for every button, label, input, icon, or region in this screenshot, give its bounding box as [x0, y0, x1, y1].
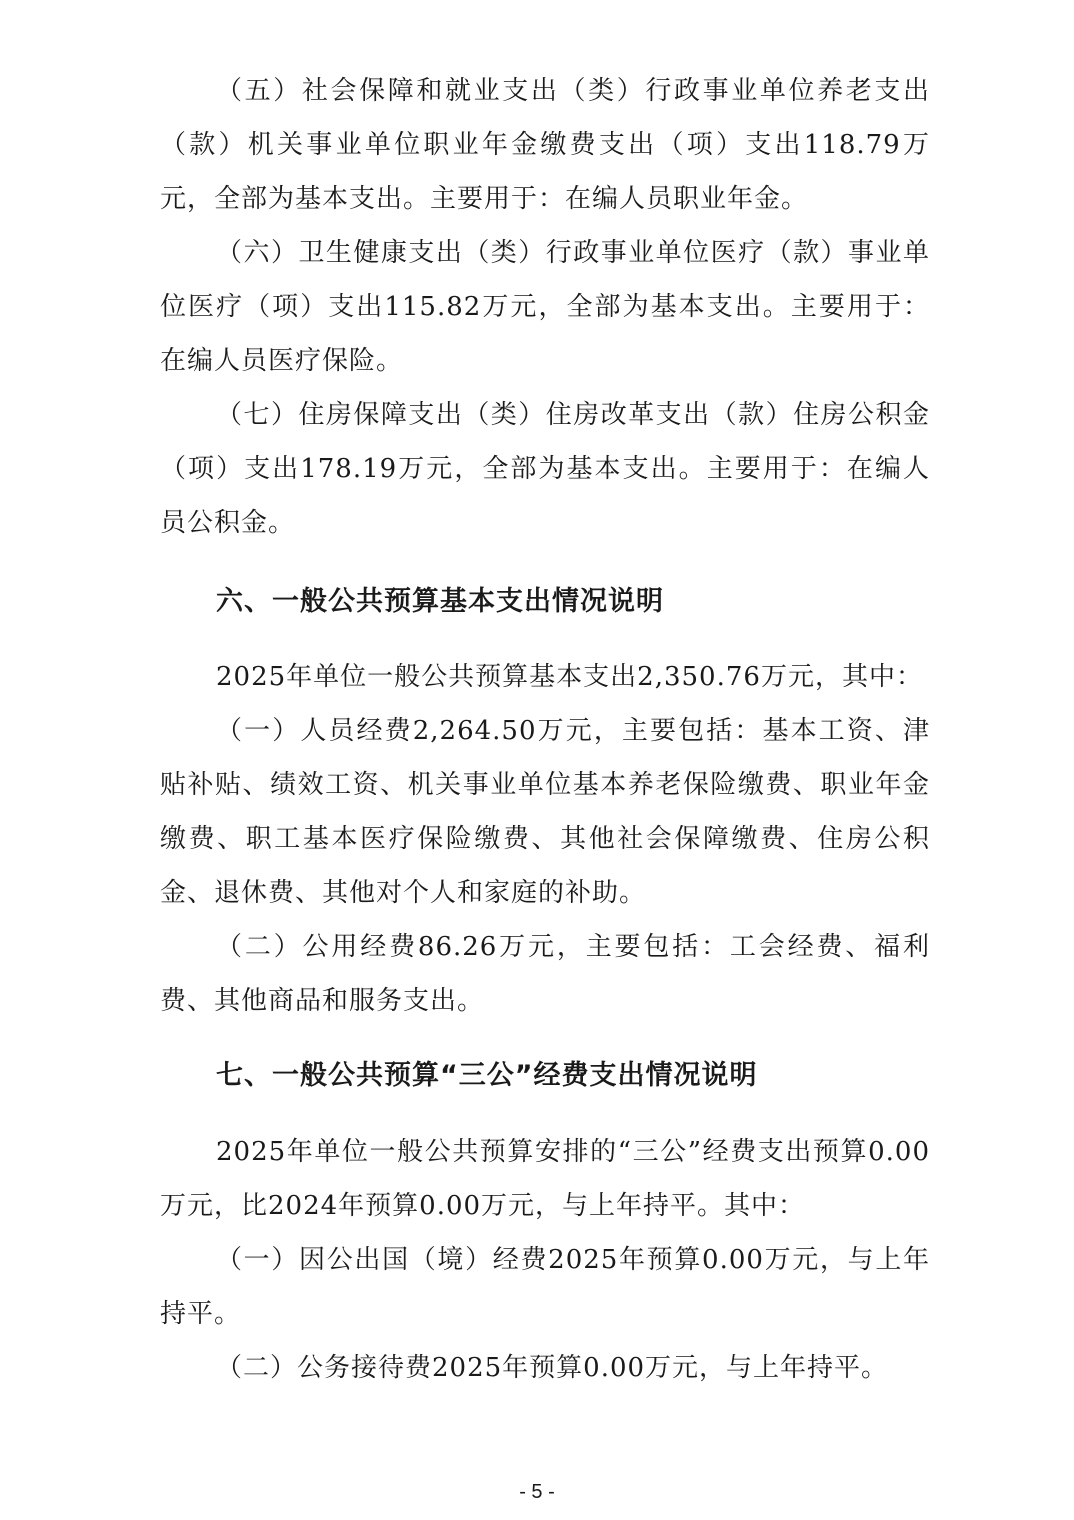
section-7-heading: 七、一般公共预算“三公”经费支出情况说明	[216, 1060, 758, 1091]
section-7-intro: 2025年单位一般公共预算安排的“三公”经费支出预算0.00万元，比2024年预算0.00万元，与上年持平。其中：	[160, 1137, 930, 1221]
section-6-intro: 2025年单位一般公共预算基本支出2,350.76万元，其中：	[216, 662, 923, 692]
section-6-heading: 六、一般公共预算基本支出情况说明	[216, 586, 664, 617]
section-6	[160, 582, 930, 622]
paragraph-housing: （七）住房保障支出（类）住房改革支出（款）住房公积金（项）支出178.19万元，全部为基本支出。主要用于：在编人员公积金。	[160, 400, 930, 538]
section-7	[160, 1056, 930, 1096]
section-7-item-reception: （二）公务接待费2025年预算0.00万元，与上年持平。	[216, 1353, 889, 1383]
section-6-item-personnel: （一）人员经费2,264.50万元，主要包括：基本工资、津贴补贴、绩效工资、机关事业单位基本养老保险缴费、职业年金缴费、职工基本医疗保险缴费、其他社会保障缴费、住房公积金、退休费、其他对个人和家庭的补助。	[160, 716, 930, 908]
section-7-body	[160, 1125, 930, 1395]
paragraph-group-top	[160, 64, 930, 550]
section-6-body	[160, 650, 930, 1028]
paragraph-health: （六）卫生健康支出（类）行政事业单位医疗（款）事业单位医疗（项）支出115.82万元，全部为基本支出。主要用于：在编人员医疗保险。	[160, 238, 930, 376]
page-number: - 5 -	[519, 1481, 555, 1503]
section-7-item-overseas: （一）因公出国（境）经费2025年预算0.00万元，与上年持平。	[160, 1245, 930, 1329]
paragraph-social-security: （五）社会保障和就业支出（类）行政事业单位养老支出（款）机关事业单位职业年金缴费支出（项）支出118.79万元，全部为基本支出。主要用于：在编人员职业年金。	[160, 76, 930, 214]
section-6-item-public: （二）公用经费86.26万元，主要包括：工会经费、福利费、其他商品和服务支出。	[160, 932, 930, 1016]
